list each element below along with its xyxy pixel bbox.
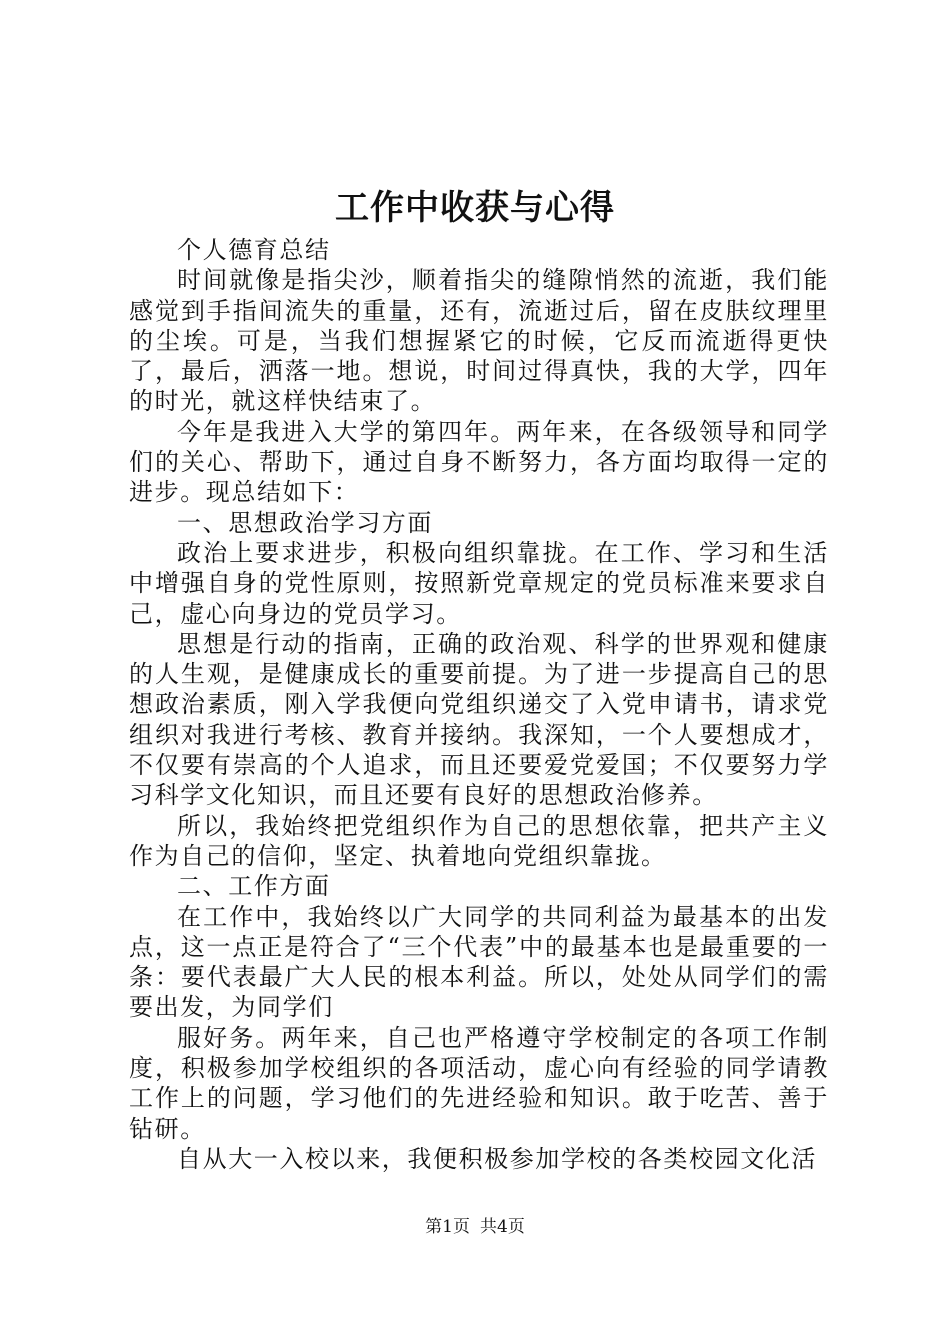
page-total: 共4页 — [480, 1217, 525, 1237]
paragraph: 所以，我始终把党组织作为自己的思想依靠，把共产主义作为自己的信仰，坚定、执着地向党组织靠拢。 — [129, 811, 829, 870]
paragraph: 时间就像是指尖沙，顺着指尖的缝隙悄然的流逝，我们能感觉到手指间流失的重量，还有，流逝过后，留在皮肤纹理里的尘埃。可是，当我们想握紧它的时候，它反而流逝得更快了，最后，洒落一地。想说，时间过得真快，我的大学，四年的时光，就这样快结束了。 — [129, 266, 829, 416]
section-heading: 个人德育总结 — [177, 236, 331, 264]
paragraph: 在工作中，我始终以广大同学的共同利益为最基本的出发点，这一点正是符合了“三个代表”中的最基本也是最重要的一条：要代表最广大人民的根本利益。所以，处处从同学们的需要出发，为同学们 — [129, 902, 829, 1022]
paragraph: 思想是行动的指南，正确的政治观、科学的世界观和健康的人生观，是健康成长的重要前提。为了进一步提高自己的思想政治素质，刚入学我便向党组织递交了入党申请书，请求党组织对我进行考核、教育并接纳。我深知，一个人要想成才，不仅要有崇高的个人追求，而且还要爱党爱国；不仅要努力学习科学文化知识，而且还要有良好的思想政治修养。 — [129, 629, 829, 810]
section-heading: 二、工作方面 — [177, 872, 331, 901]
document-title: 工作中收获与心得 — [335, 188, 615, 228]
document-body — [129, 235, 829, 1174]
paragraph: 政治上要求进步，积极向组织靠拢。在工作、学习和生活中增强自身的党性原则，按照新党章规定的党员标准来要求自己，虚心向身边的党员学习。 — [129, 538, 829, 628]
paragraph: 自从大一入校以来，我便积极参加学校的各类校园文化活 — [177, 1144, 817, 1173]
paragraph: 今年是我进入大学的第四年。两年来，在各级领导和同学们的关心、帮助下，通过自身不断努力，各方面均取得一定的进步。现总结如下： — [129, 417, 829, 507]
paragraph: 服好务。两年来，自己也严格遵守学校制定的各项工作制度，积极参加学校组织的各项活动，虚心向有经验的同学请教工作上的问题，学习他们的先进经验和知识。敢于吃苦、善于钻研。 — [129, 1023, 829, 1143]
page-footer — [0, 1216, 950, 1238]
page-number: 第1页 — [425, 1217, 470, 1237]
section-heading: 一、思想政治学习方面 — [177, 508, 433, 537]
